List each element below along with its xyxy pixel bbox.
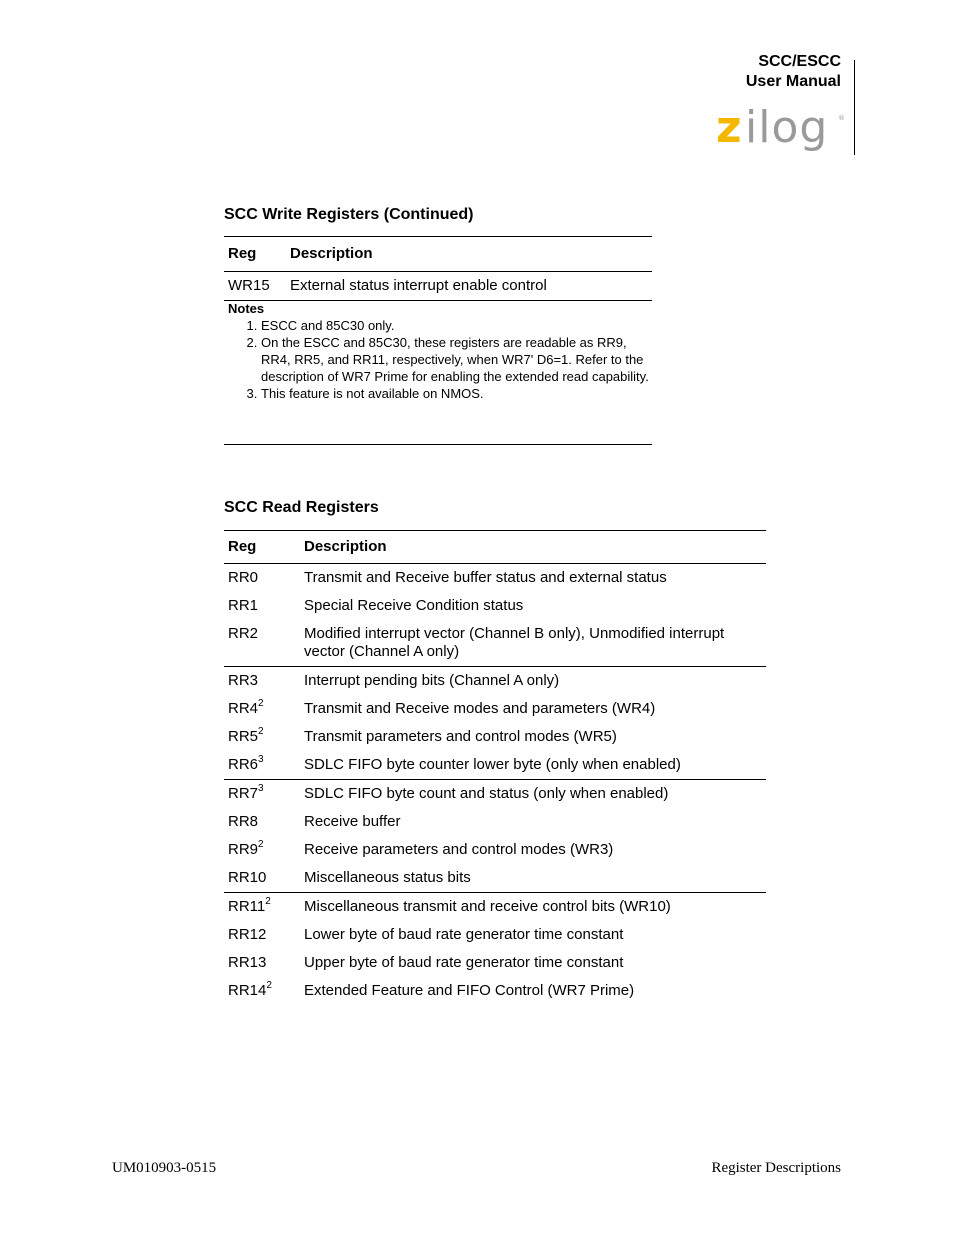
register-description: SDLC FIFO byte count and status (only when enabled) bbox=[304, 785, 669, 802]
register-name: $RR11^2$ bbox=[228, 896, 271, 915]
register-name: RR8 bbox=[228, 813, 259, 830]
register-name: $RR14^2$ bbox=[228, 980, 272, 999]
register-description: Miscellaneous transmit and receive control bits (WR10) bbox=[304, 898, 671, 915]
footnote-marker: 2 bbox=[258, 698, 264, 709]
notes-heading: Notes bbox=[228, 301, 265, 316]
register-description: Interrupt pending bits (Channel A only) bbox=[304, 672, 560, 689]
footer-document-number: UM010903-0515 bbox=[112, 1160, 217, 1176]
register-name: $RR7^3$ bbox=[228, 783, 264, 802]
register-description: Extended Feature and FIFO Control (WR7 Prime) bbox=[304, 982, 635, 999]
register-description: SDLC FIFO byte counter lower byte (only when enabled) bbox=[304, 751, 766, 780]
table-notes bbox=[224, 300, 652, 445]
register-name: RR12 bbox=[228, 926, 267, 943]
column-header-description: Description bbox=[304, 531, 766, 564]
write-registers-title: SCC Write Registers (Continued) bbox=[224, 206, 474, 223]
table-row bbox=[224, 620, 766, 667]
table-row bbox=[224, 921, 766, 949]
register-name: RR0 bbox=[228, 569, 259, 586]
write-registers-table bbox=[224, 236, 652, 301]
register-description: Receive buffer bbox=[304, 813, 401, 830]
register-name: RR3 bbox=[228, 672, 259, 689]
column-header-description: Description bbox=[290, 237, 652, 272]
footnote-marker: 2 bbox=[258, 839, 264, 850]
zilog-logo bbox=[716, 106, 846, 162]
table-row bbox=[224, 893, 766, 922]
svg-text:®: ® bbox=[838, 114, 845, 122]
svg-text:ilog: ilog bbox=[745, 106, 829, 153]
register-name: RR13 bbox=[228, 954, 267, 971]
footnote-marker: 3 bbox=[258, 783, 264, 794]
register-description: Upper byte of baud rate generator time constant bbox=[304, 954, 624, 971]
table-row bbox=[224, 751, 766, 780]
table-row bbox=[224, 272, 652, 301]
register-description: External status interrupt enable control bbox=[290, 272, 652, 301]
document-header bbox=[746, 52, 841, 92]
register-name: RR1 bbox=[228, 597, 259, 614]
register-description: Transmit and Receive buffer status and external status bbox=[304, 569, 667, 586]
read-registers-table bbox=[224, 530, 766, 1005]
table-row bbox=[224, 667, 766, 696]
read-registers-title: SCC Read Registers bbox=[224, 499, 379, 516]
register-name: $RR4^2$ bbox=[228, 698, 264, 717]
footnote-marker: 2 bbox=[265, 896, 271, 907]
column-header-reg: Reg bbox=[224, 237, 290, 272]
register-description: Special Receive Condition status bbox=[304, 597, 524, 614]
register-name: RR2 bbox=[224, 620, 304, 667]
register-description: Transmit and Receive modes and parameters (WR4) bbox=[304, 700, 656, 717]
footnote-marker: 2 bbox=[266, 980, 272, 991]
header-product: SCC/ESCC bbox=[758, 53, 841, 70]
register-name: $RR9^2$ bbox=[228, 839, 264, 858]
register-description: Lower byte of baud rate generator time constant bbox=[304, 926, 624, 943]
table-row bbox=[224, 695, 766, 723]
svg-text:z: z bbox=[716, 106, 742, 153]
footnote-marker: 2 bbox=[258, 726, 264, 737]
register-description: Miscellaneous status bits bbox=[304, 864, 766, 893]
notes-list bbox=[224, 317, 652, 402]
table-row bbox=[224, 864, 766, 893]
table-row bbox=[224, 592, 766, 620]
table-row bbox=[224, 949, 766, 977]
table-row bbox=[224, 808, 766, 836]
register-description: Modified interrupt vector (Channel B only), Unmodified interrupt vector (Channel A only) bbox=[304, 620, 766, 667]
register-name: WR15 bbox=[224, 272, 290, 301]
footnote-marker: 3 bbox=[258, 754, 264, 765]
column-header-reg: Reg bbox=[224, 531, 304, 564]
table-row bbox=[224, 564, 766, 593]
table-row bbox=[224, 977, 766, 1005]
header-divider bbox=[854, 60, 855, 155]
register-name: RR10 bbox=[224, 864, 304, 893]
table-header-row bbox=[224, 531, 766, 564]
register-name: $RR6^3$ bbox=[224, 751, 304, 780]
footer-section-name: Register Descriptions bbox=[711, 1160, 841, 1176]
table-header-row bbox=[224, 237, 652, 272]
note-item: 3. This feature is not available on NMOS. bbox=[261, 385, 652, 402]
register-description: Transmit parameters and control modes (WR5) bbox=[304, 728, 617, 745]
table-row bbox=[224, 723, 766, 751]
note-item: 1. ESCC and 85C30 only. bbox=[261, 317, 652, 334]
table-row bbox=[224, 836, 766, 864]
header-manual: User Manual bbox=[745, 73, 841, 90]
note-item: 2. On the ESCC and 85C30, these registers are readable as RR9, RR4, RR5, and RR11, respectively, when WR7' D6=1. Refer to the description of WR7 Prime for enabling the extended read capability. bbox=[261, 334, 652, 385]
register-description: Receive parameters and control modes (WR3) bbox=[304, 841, 614, 858]
table-row bbox=[224, 780, 766, 809]
register-name: $RR5^2$ bbox=[228, 726, 264, 745]
